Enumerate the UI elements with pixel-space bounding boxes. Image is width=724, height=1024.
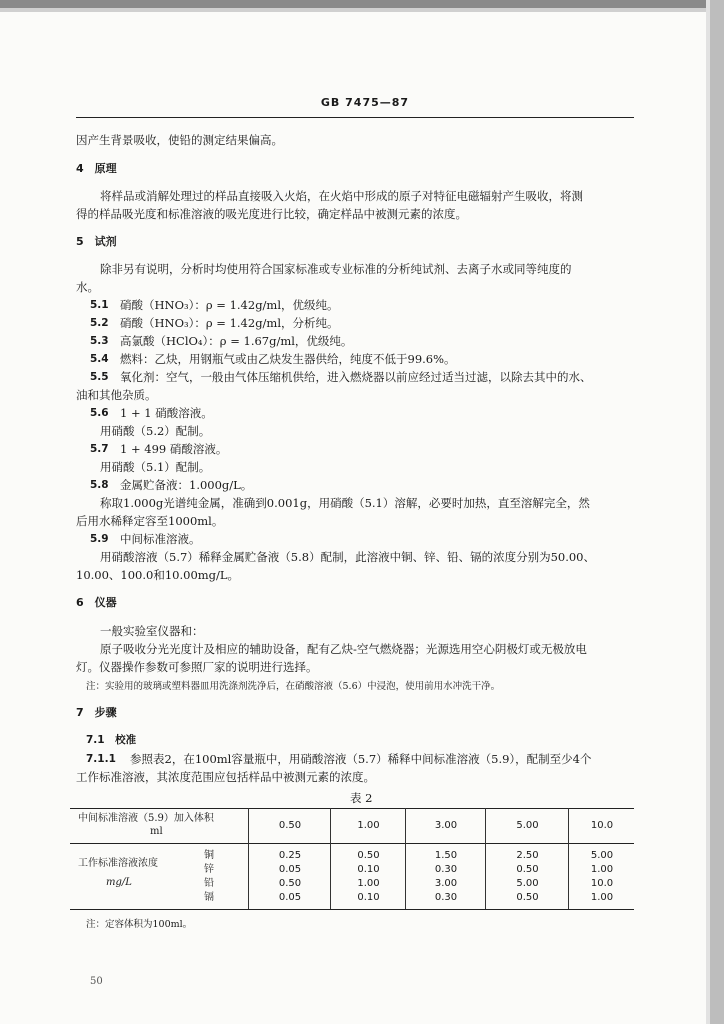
table-cell: 10.0 (590, 878, 614, 889)
section-6-line-2: 原子吸收分光光度计及相应的辅助设备，配有乙炔-空气燃烧器；光源选用空心阴极灯或无极放电 (100, 642, 587, 656)
volume-cell: 0.50 (278, 820, 302, 831)
table-cell: 1.00 (590, 864, 614, 875)
section-7-title: 7 步骤 (76, 706, 117, 719)
table-cell: 1.00 (590, 892, 614, 903)
section-5-intro-1: 除非另有说明，分析时均使用符合国家标准或专业标准的分析纯试剂、去离子水或同等纯度的 (100, 262, 572, 276)
section-4-line-2: 得的样品吸光度和标准溶液的吸光度进行比较，确定样品中被测元素的浓度。 (76, 207, 467, 221)
scan-edge-right-inner (706, 0, 710, 1024)
table-cell: 1.50 (434, 850, 458, 861)
scan-edge-band (0, 8, 724, 12)
table-cell: 0.50 (278, 878, 302, 889)
item-5-3-num: 5.3 (90, 335, 109, 347)
table-cell: 5.00 (516, 878, 539, 889)
element-label: 锌 (204, 864, 214, 875)
item-5-8-num: 5.8 (90, 479, 109, 491)
item-5-4-text: 燃料：乙炔，用钢瓶气或由乙炔发生器供给，纯度不低于99.6%。 (120, 352, 456, 366)
table-cell: 0.50 (516, 892, 539, 903)
table-bottom-rule (70, 909, 634, 910)
table-cell: 1.00 (357, 878, 380, 889)
item-5-8-line-1: 称取1.000g光谱纯金属，准确到0.001g，用硝酸（5.1）溶解，必要时加热，直至溶解完全，然 (100, 496, 590, 510)
item-5-6-num: 5.6 (90, 407, 109, 419)
table-note: 注：定容体积为100ml。 (86, 919, 193, 930)
element-label: 铅 (204, 878, 214, 889)
scan-edge-right (710, 0, 724, 1024)
table-row-label-2: mg/L (106, 877, 132, 888)
section-6-line-3: 灯。仪器操作参数可参照厂家的说明进行选择。 (76, 660, 318, 674)
volume-cell: 1.00 (357, 820, 380, 831)
item-5-2-num: 5.2 (90, 317, 109, 329)
item-5-1-num: 5.1 (90, 299, 109, 311)
item-5-1-text: 硝酸（HNO₃）：ρ = 1.42g/ml，优级纯。 (120, 298, 339, 312)
section-7-1-title: 7.1 校准 (86, 734, 137, 746)
item-5-7-sub: 用硝酸（5.1）配制。 (100, 460, 211, 474)
table-top-rule (70, 808, 634, 809)
page-number: 50 (90, 976, 103, 987)
table-row-label-1: 工作标准溶液浓度 (78, 858, 158, 869)
item-5-9-line-1: 用硝酸溶液（5.7）稀释金属贮备液（5.8）配制，此溶液中铜、锌、铅、镉的浓度分别为50.00、 (100, 550, 595, 564)
item-5-5-num: 5.5 (90, 371, 109, 383)
item-5-9-text: 中间标准溶液。 (120, 532, 201, 546)
table-cell: 0.05 (278, 864, 302, 875)
table-col-line (405, 808, 406, 909)
table-cell: 0.10 (357, 892, 380, 903)
section-4-line-1: 将样品或消解处理过的样品直接吸入火焰，在火焰中形成的原子对特征电磁辐射产生吸收，将测 (100, 189, 583, 203)
item-5-4-num: 5.4 (90, 353, 109, 365)
table-header-rule (70, 843, 634, 844)
table-cell: 3.00 (434, 878, 458, 889)
volume-cell: 3.00 (434, 820, 458, 831)
table-cell: 2.50 (516, 850, 539, 861)
item-5-7-num: 5.7 (90, 443, 109, 455)
header-rule (76, 117, 634, 118)
item-5-5-text: 氧化剂：空气，一般由气体压缩机供给，进入燃烧器以前应经过适当过滤，以除去其中的水、 (120, 370, 592, 384)
item-5-9-num: 5.9 (90, 533, 109, 545)
element-label: 镉 (204, 892, 214, 903)
standard-number: GB 7475—87 (320, 96, 410, 109)
section-6-title: 6 仪器 (76, 596, 117, 609)
table-cell: 0.05 (278, 892, 302, 903)
item-5-8-text: 金属贮备液：1.000g/L。 (120, 478, 253, 492)
table-cell: 0.25 (278, 850, 302, 861)
intro-line: 因产生背景吸收，使铅的测定结果偏高。 (76, 133, 283, 147)
table-cell: 5.00 (590, 850, 614, 861)
table-cell: 0.50 (516, 864, 539, 875)
section-5-title: 5 试剂 (76, 235, 117, 248)
table-col-line (330, 808, 331, 909)
item-5-7-text: 1 + 499 硝酸溶液。 (120, 442, 228, 456)
table-col-line (248, 808, 249, 909)
table-cell: 0.30 (434, 892, 458, 903)
section-6-line-1: 一般实验室仪器和： (100, 624, 204, 638)
item-7-1-1-line-2: 工作标准溶液，其浓度范围应包括样品中被测元素的浓度。 (76, 770, 375, 784)
table-col-line (568, 808, 569, 909)
volume-cell: 10.0 (590, 820, 614, 831)
item-5-2-text: 硝酸（HNO₃）：ρ = 1.42g/ml，分析纯。 (120, 316, 339, 330)
item-5-3-text: 高氯酸（HClO₄）：ρ = 1.67g/ml，优级纯。 (120, 334, 353, 348)
item-7-1-1-num: 7.1.1 (86, 753, 116, 765)
section-5-intro-2: 水。 (76, 280, 99, 294)
item-5-9-line-2: 10.00、100.0和10.00mg/L。 (76, 568, 240, 582)
scan-edge-top (0, 0, 724, 8)
table-cell: 0.50 (357, 850, 380, 861)
item-5-8-line-2: 后用水稀释定容至1000ml。 (76, 514, 224, 528)
section-4-title: 4 原理 (76, 162, 117, 175)
table-caption: 表 2 (350, 791, 373, 805)
section-6-note: 注：实验用的玻璃或塑料器皿用洗涤剂洗净后，在硝酸溶液（5.6）中浸泡，使用前用水冲洗干净。 (86, 681, 501, 692)
table-header-label-2: ml (150, 826, 163, 837)
item-5-5-cont: 油和其他杂质。 (76, 388, 157, 402)
table-col-line (485, 808, 486, 909)
item-5-6-text: 1 + 1 硝酸溶液。 (120, 406, 213, 420)
table-cell: 0.30 (434, 864, 458, 875)
item-7-1-1-line-1: 参照表2，在100ml容量瓶中，用硝酸溶液（5.7）稀释中间标准溶液（5.9），配制至少4个 (130, 752, 592, 766)
table-cell: 0.10 (357, 864, 380, 875)
table-header-label-1: 中间标准溶液（5.9）加入体积 (78, 813, 214, 824)
element-label: 铜 (204, 850, 214, 861)
item-5-6-sub: 用硝酸（5.2）配制。 (100, 424, 211, 438)
volume-cell: 5.00 (516, 820, 539, 831)
